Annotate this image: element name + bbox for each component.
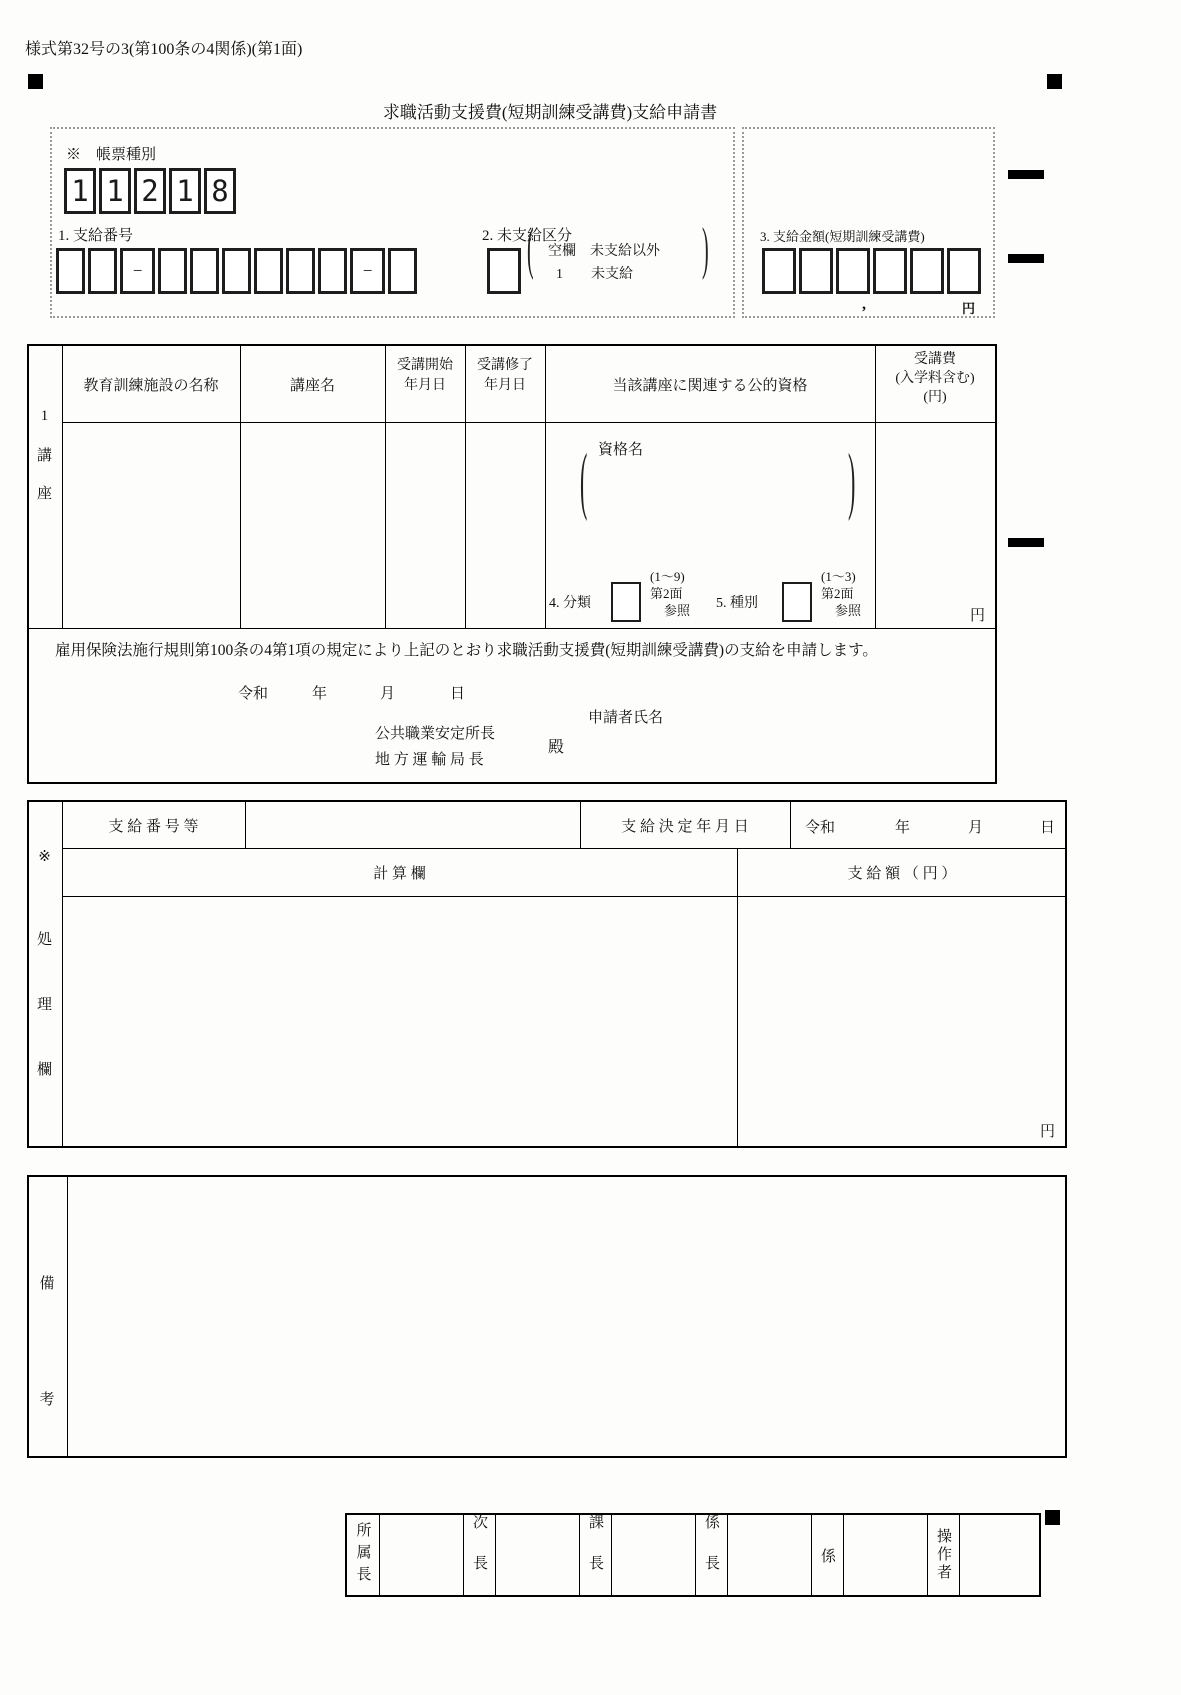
payment-amount-boxes [762,248,984,294]
course-row-number: 1 [40,407,49,424]
course-name-input-cell[interactable] [241,423,384,627]
payment-number-separator-box: − [120,248,155,294]
qual-name-label: 資格名 [598,442,644,458]
decision-date-label: 支 給 決 定 年 月 日 [621,818,749,835]
payment-amount-digit-box[interactable] [762,248,796,294]
payment-amount-digit-box[interactable] [947,248,981,294]
start-date-input-cell[interactable] [386,423,464,627]
unpaid-note-close-paren: ) [702,218,709,282]
unpaid-note-line2: 1 未支給 [556,267,633,282]
stamp-cell-staff[interactable] [843,1515,927,1595]
timing-mark-3 [1008,538,1044,547]
payment-number-digit-box[interactable] [190,248,219,294]
unpaid-category-note [548,240,660,286]
payment-amount-label: 3. 支給金額(短期訓練受講費) [760,229,925,244]
amount-comma: , [862,296,866,313]
divider [29,628,995,629]
ref-line1: 第2面 [821,586,854,601]
payment-amount-digit-box[interactable] [910,248,944,294]
stamp-cell-subsection-chief[interactable] [727,1515,811,1595]
stamp-label-cell [579,1515,611,1595]
processing-amount-unit: 円 [1039,1124,1055,1140]
addressee-line1: 公共職業安定所長 [375,726,496,742]
course-row-label-char: 座 [36,485,52,502]
fee-input-cell[interactable] [876,423,994,627]
stamp-cell-operator[interactable] [959,1515,1039,1595]
unpaid-category-box[interactable] [487,248,521,294]
timing-mark-1 [1008,170,1044,179]
processing-payment-no-input-cell[interactable] [246,803,579,847]
payment-number-digit-box[interactable] [56,248,85,294]
end-date-input-cell[interactable] [466,423,544,627]
declaration-day: 日 [450,686,466,702]
decision-date-era: 令和 [805,820,836,836]
stamp-label: 操作者 [935,1528,951,1582]
amount-unit: 円 [962,301,976,316]
payment-number-digit-box[interactable] [158,248,187,294]
divider [62,896,1065,897]
header-course-name: 講座名 [289,377,335,394]
timing-mark-2 [1008,254,1044,263]
form-code: 様式第32号の3(第100条の4関係)(第1面) [25,41,303,58]
type-ref [821,568,861,619]
stamp-label-cell [811,1515,843,1595]
stamp-label: 係長 [703,1514,719,1596]
amount-input-cell[interactable] [739,898,1065,1144]
declaration-month: 月 [380,686,396,702]
header-fee-line3: (円) [923,390,947,405]
registration-mark-top-right [1047,74,1062,89]
payment-number-separator-box: − [350,248,385,294]
form-type-digit-box: 1 [99,168,131,214]
header-fee-line2: (入学料含む) [895,371,975,386]
stamp-label-cell [347,1515,379,1595]
header-fee-line1: 受講費 [914,352,956,367]
stamp-label-cell [927,1515,959,1595]
stamp-label: 次長 [471,1514,487,1596]
addressee-line2: 地 方 運 輸 局 長 [375,752,484,768]
type-label: 5. 種別 [716,596,758,611]
remarks-side-char: 備 [39,1275,55,1292]
form-type-digit-box: 1 [169,168,201,214]
header-end-date [465,356,545,396]
payment-number-digit-box[interactable] [88,248,117,294]
declaration-sentence: 雇用保険法施行規則第100条の4第1項の規定により上記のとおり求職活動支援費(短期訓練受講費)の支給を申請します。 [55,642,878,659]
type-range: (1〜3) [821,569,856,584]
divider [790,802,791,848]
processing-side-char: ※ [38,848,51,865]
calc-input-cell[interactable] [64,898,735,1144]
payment-number-label: 1. 支給番号 [58,228,134,244]
header-start-line2: 年月日 [404,378,446,393]
payment-amount-digit-box[interactable] [799,248,833,294]
stamp-cell-deputy-head[interactable] [495,1515,579,1595]
qual-name-input-area[interactable] [600,460,845,555]
page-title: 求職活動支援費(短期訓練受講費)支給申請書 [382,103,718,122]
payment-number-digit-box[interactable] [286,248,315,294]
declaration-year: 年 [312,686,328,702]
form-type-digit-boxes [64,168,239,214]
stamp-label-cell [463,1515,495,1595]
form-type-label: ※ 帳票種別 [66,147,157,163]
qual-close-paren: ) [848,436,856,522]
applicant-name-input-area[interactable] [620,726,950,756]
unpaid-category-label: 2. 未支給区分 [482,228,573,244]
unpaid-note-open-paren: ( [527,218,534,282]
stamp-cell-section-chief[interactable] [611,1515,695,1595]
decision-date-month: 月 [968,820,984,836]
payment-amount-digit-box[interactable] [836,248,870,294]
calc-column-label: 計 算 欄 [373,866,426,882]
header-end-line1: 受講修了 [477,358,533,373]
category-input-box[interactable] [611,582,641,622]
qual-open-paren: ( [580,436,588,522]
form-type-digit-box: 2 [134,168,166,214]
category-range: (1〜9) [650,569,685,584]
stamp-label-cell [695,1515,727,1595]
payment-number-digit-box[interactable] [254,248,283,294]
header-end-line2: 年月日 [484,378,526,393]
header-start-date [385,356,465,396]
processing-side-char: 理 [36,996,52,1013]
stamp-label: 課長 [587,1514,603,1596]
form-type-digit-box: 1 [64,168,96,214]
remarks-side-char: 考 [39,1391,55,1408]
decision-date-year: 年 [895,820,911,836]
payment-number-digit-box[interactable] [388,248,417,294]
payment-number-boxes [56,248,420,294]
applicant-name-label: 申請者氏名 [588,710,664,726]
registration-mark-bottom-right [1045,1510,1060,1525]
amount-column-label: 支 給 額 （ 円 ） [847,866,957,882]
remarks-input-cell[interactable] [70,1178,1064,1455]
category-ref [650,568,690,619]
decision-date-day: 日 [1040,820,1056,836]
registration-mark-top-left [28,74,43,89]
header-start-line1: 受講開始 [397,358,453,373]
header-qualification: 当該講座に関連する公的資格 [612,377,808,394]
ref-line2: 参照 [664,603,691,618]
stamp-label: 係 [819,1547,835,1563]
ref-line2: 参照 [835,603,862,618]
processing-side-char: 欄 [36,1061,52,1078]
processing-side-char: 処 [36,931,52,948]
header-fee [875,350,995,407]
approval-stamp-table [345,1513,1041,1597]
declaration-era: 令和 [238,686,269,702]
facility-input-cell[interactable] [63,423,239,627]
form-type-digit-box: 8 [204,168,236,214]
stamp-cell-department-head[interactable] [379,1515,463,1595]
type-input-box[interactable] [782,582,812,622]
ref-line1: 第2面 [650,586,683,601]
processing-payment-no-label: 支 給 番 号 等 [108,818,199,835]
fee-unit: 円 [969,608,985,624]
divider [67,1177,68,1456]
stamp-label: 所属長 [354,1522,371,1588]
payment-number-digit-box[interactable] [318,248,347,294]
unpaid-note-line1: 空欄 未支給以外 [548,244,660,259]
category-label: 4. 分類 [549,596,591,611]
header-facility: 教育訓練施設の名称 [83,377,219,394]
payment-number-digit-box[interactable] [222,248,251,294]
addressee-honorific: 殿 [548,739,565,756]
course-row-label-char: 講 [36,447,52,464]
payment-amount-digit-box[interactable] [873,248,907,294]
